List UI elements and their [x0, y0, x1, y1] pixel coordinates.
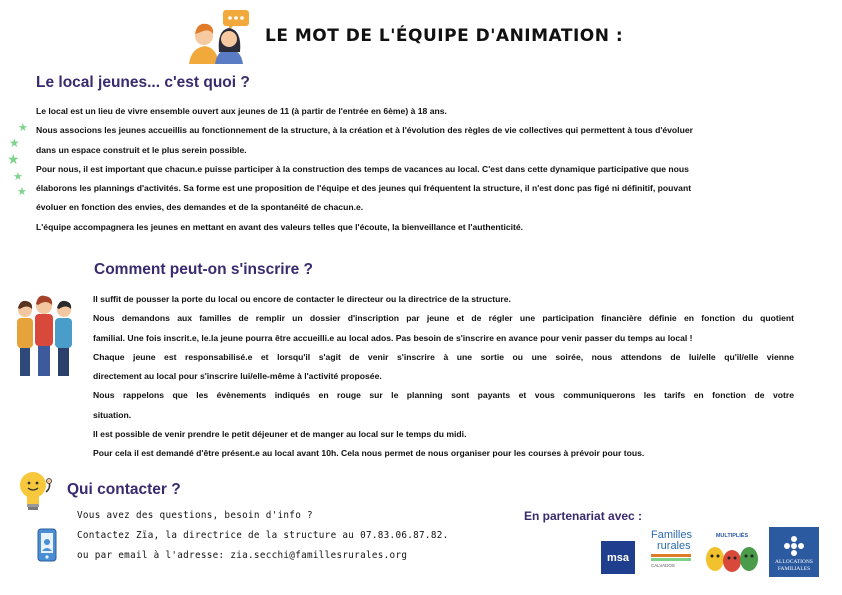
page-title: LE MOT DE L'ÉQUIPE D'ANIMATION : — [265, 26, 624, 46]
team-chat-icon — [187, 8, 253, 64]
familles-rurales-line2: rurales — [657, 540, 691, 552]
section1-line: Le local est un lieu de vivre ensemble ouvert aux jeunes de 11 (à partir de l'entrée en 6ème) à 18 ans. — [36, 106, 447, 116]
caf-flower-icon — [782, 536, 806, 556]
section2-line: Nous rappelons que les évènements indiqués en rouge sur le planning sont payants et vous communiquerons les tarifs en fonction de votre — [93, 390, 794, 401]
msa-logo-text: msa — [606, 551, 630, 564]
caf-line1: ALLOCATIONS — [775, 559, 813, 565]
multiplies-logo — [703, 533, 761, 579]
contact-line: Contactez Zïa, la directrice de la structure au 07.83.06.87.82. — [77, 530, 449, 541]
familles-rurales-line1: Familles — [651, 529, 692, 541]
section1-body — [36, 102, 796, 237]
contact-details — [77, 506, 449, 566]
section2-line: Il suffit de pousser la porte du local ou encore de contacter le directeur ou la directrice de la structure. — [93, 294, 511, 304]
section1-line: L'équipe accompagnera les jeunes en mettant en avant des valeurs telles que l'écoute, la bienveillance et l'authenticité. — [36, 221, 524, 232]
multiplies-logo-text: MULTIPLIÉS — [715, 533, 749, 539]
section1-line: évoluer en fonction des envies, des demandes et de la spontanéité de chacun.e. — [36, 202, 364, 213]
star-icon: ★ — [7, 152, 20, 168]
caf-line2: FAMILIALES — [777, 566, 811, 572]
star-icon: ★ — [18, 121, 28, 134]
section2-line: Chaque jeune est responsabilisé.e et lorsqu'il s'agit de venir s'inscrire à une sortie ou une soirée, nous attendons de lui/elle qu'il/elle vienne — [93, 351, 794, 362]
section2-body — [93, 290, 794, 464]
page-header — [187, 8, 623, 64]
teenagers-illustration — [14, 292, 80, 378]
section2-line: Il est possible de venir prendre le petit déjeuner et de manger au local sur le temps du midi. — [93, 429, 467, 440]
section2-line: situation. — [93, 409, 132, 420]
phone-icon — [37, 528, 57, 562]
section1-line: élaborons les plannings d'activités. Sa forme est une proposition de l'équipe et des jeunes qui fréquentent la structure, il n'est donc pas figé ni définitif, pouvant — [36, 183, 692, 194]
section1-line: Pour nous, il est important que chacun.e puisse participer à la construction des temps de vacances au local. C'est dans cette dynamique participative que nous — [36, 163, 689, 174]
star-icon: ★ — [13, 170, 23, 183]
star-icon: ★ — [9, 136, 20, 150]
section2-line: Pour cela il est demandé d'être présent.e au local avant 10h. Cela nous permet de nous organiser pour les courses à prévoir pour tous. — [93, 448, 645, 459]
lightbulb-icon — [16, 470, 54, 514]
section1-line: dans un espace construit et le plus serein possible. — [36, 144, 247, 155]
msa-logo — [601, 541, 635, 574]
familles-rurales-line3: CALVADOS — [651, 563, 675, 568]
familles-rurales-stripe — [651, 554, 691, 557]
familles-rurales-logo — [651, 530, 697, 580]
section-title-contact: Qui contacter ? — [67, 481, 181, 498]
partners-title: En partenariat avec : — [524, 509, 643, 523]
fruit-characters-icon — [703, 539, 761, 577]
section1-line: Nous associons les jeunes accueillis au fonctionnement de la structure, à la création et à l'évolution des règles de vie collectives qui permettent à tous d'évoluer — [36, 125, 693, 136]
familles-rurales-stripe — [651, 558, 691, 561]
section2-line: Nous demandons aux familles de remplir un dossier d'inscription par jeune et de régler une participation financière définie en fonction du quotient — [93, 313, 794, 324]
contact-line: ou par email à l'adresse: zia.secchi@famillesrurales.org — [77, 550, 408, 561]
contact-line: Vous avez des questions, besoin d'info ? — [77, 510, 313, 521]
section2-line: familial. Une fois inscrit.e, le.la jeune pourra être accueilli.e au local ados. Pas besoin de s'inscrire en avance pour venir passer du temps au local ! — [93, 332, 693, 343]
section-title-inscription: Comment peut-on s'inscrire ? — [94, 261, 313, 278]
star-icon: ★ — [17, 185, 27, 198]
section-title-local: Le local jeunes... c'est quoi ? — [36, 74, 250, 91]
caf-logo — [769, 527, 819, 577]
section2-line: directement au local pour s'inscrire lui/elle-même à l'activité proposée. — [93, 371, 382, 382]
